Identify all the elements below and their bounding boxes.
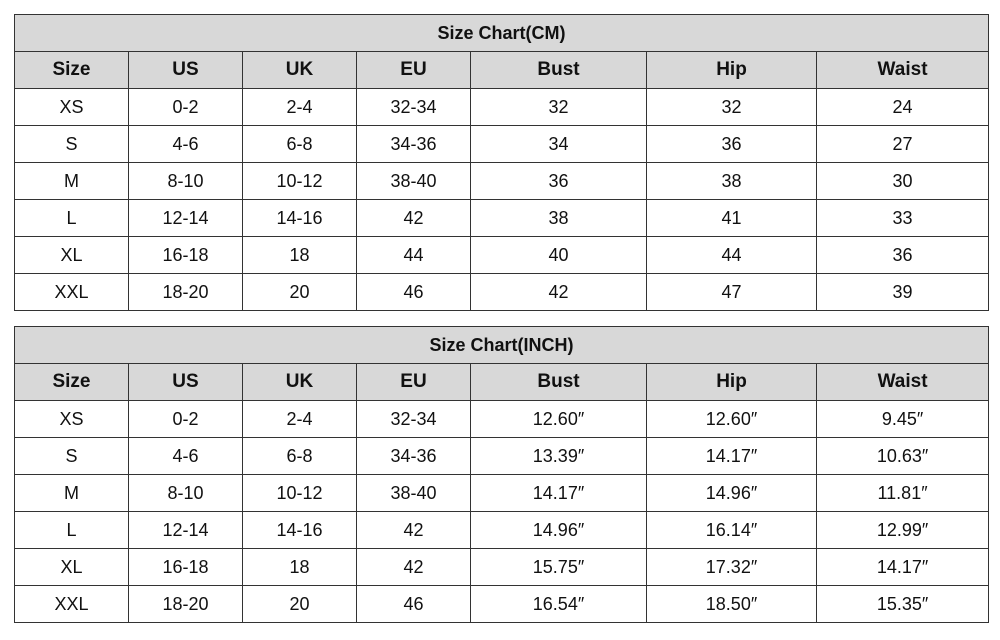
table-cell-eu: 42 [357,549,471,586]
table-cell-us: 4-6 [129,126,243,163]
table-cell-size: XL [15,237,129,274]
table-cell-us: 16-18 [129,237,243,274]
size-chart-inch-table [14,326,989,623]
table-cell-eu: 38-40 [357,475,471,512]
table-cell-bust: 34 [471,126,647,163]
table-row [15,89,989,126]
table-cell-size: XS [15,401,129,438]
table-cell-hip: 47 [647,274,817,311]
table-cell-hip: 18.50″ [647,586,817,623]
column-header-hip: Hip [647,364,817,401]
table-cell-bust: 42 [471,274,647,311]
table-cell-waist: 10.63″ [817,438,989,475]
table-cell-eu: 32-34 [357,89,471,126]
column-header-bust: Bust [471,52,647,89]
table-cell-waist: 11.81″ [817,475,989,512]
column-header-uk: UK [243,52,357,89]
table-cell-eu: 46 [357,586,471,623]
table-cell-waist: 15.35″ [817,586,989,623]
table-cell-hip: 41 [647,200,817,237]
table-cell-uk: 6-8 [243,126,357,163]
table-row [15,237,989,274]
table-cell-eu: 44 [357,237,471,274]
table-cell-hip: 38 [647,163,817,200]
table-cell-size: M [15,163,129,200]
table-body [15,89,989,311]
column-header-hip: Hip [647,52,817,89]
table-cell-us: 4-6 [129,438,243,475]
table-cell-bust: 32 [471,89,647,126]
table-cell-waist: 36 [817,237,989,274]
table-cell-hip: 12.60″ [647,401,817,438]
table-cell-uk: 20 [243,586,357,623]
table-cell-eu: 34-36 [357,438,471,475]
table-cell-hip: 32 [647,89,817,126]
table-row [15,200,989,237]
table-cell-eu: 42 [357,200,471,237]
header-row [15,52,989,89]
table-cell-waist: 39 [817,274,989,311]
table-cell-us: 0-2 [129,401,243,438]
table-row [15,586,989,623]
table-cell-waist: 30 [817,163,989,200]
table-cell-bust: 36 [471,163,647,200]
table-cell-us: 16-18 [129,549,243,586]
column-header-eu: EU [357,364,471,401]
table-row [15,549,989,586]
table-cell-waist: 24 [817,89,989,126]
table-cell-us: 0-2 [129,89,243,126]
table-cell-size: XXL [15,274,129,311]
table-cell-uk: 18 [243,549,357,586]
table-cell-hip: 14.17″ [647,438,817,475]
table-cell-us: 8-10 [129,163,243,200]
table-title: Size Chart(CM) [15,15,989,52]
table-cell-size: M [15,475,129,512]
table-cell-bust: 16.54″ [471,586,647,623]
table-cell-uk: 10-12 [243,163,357,200]
column-header-bust: Bust [471,364,647,401]
table-cell-bust: 14.17″ [471,475,647,512]
table-row [15,126,989,163]
table-cell-hip: 16.14″ [647,512,817,549]
column-header-us: US [129,52,243,89]
table-row [15,274,989,311]
table-cell-bust: 13.39″ [471,438,647,475]
table-cell-uk: 20 [243,274,357,311]
table-cell-size: L [15,512,129,549]
table-cell-uk: 14-16 [243,200,357,237]
table-cell-size: XS [15,89,129,126]
table-cell-size: L [15,200,129,237]
column-header-size: Size [15,364,129,401]
table-cell-eu: 32-34 [357,401,471,438]
table-cell-uk: 2-4 [243,401,357,438]
table-cell-hip: 17.32″ [647,549,817,586]
table-cell-uk: 2-4 [243,89,357,126]
header-row [15,364,989,401]
table-cell-bust: 15.75″ [471,549,647,586]
table-cell-size: XL [15,549,129,586]
table-cell-size: XXL [15,586,129,623]
column-header-us: US [129,364,243,401]
table-cell-hip: 36 [647,126,817,163]
table-cell-eu: 34-36 [357,126,471,163]
table-body [15,401,989,623]
size-chart-cm-table [14,14,989,311]
table-cell-waist: 14.17″ [817,549,989,586]
table-cell-hip: 14.96″ [647,475,817,512]
table-row [15,401,989,438]
table-cell-uk: 14-16 [243,512,357,549]
column-header-uk: UK [243,364,357,401]
column-header-waist: Waist [817,52,989,89]
table-cell-waist: 33 [817,200,989,237]
table-cell-waist: 9.45″ [817,401,989,438]
table-cell-waist: 27 [817,126,989,163]
table-cell-bust: 38 [471,200,647,237]
table-cell-waist: 12.99″ [817,512,989,549]
table-cell-eu: 38-40 [357,163,471,200]
table-row [15,512,989,549]
table-cell-bust: 40 [471,237,647,274]
column-header-size: Size [15,52,129,89]
table-cell-uk: 18 [243,237,357,274]
table-row [15,438,989,475]
table-cell-us: 12-14 [129,512,243,549]
table-cell-eu: 42 [357,512,471,549]
table-row [15,163,989,200]
table-cell-us: 12-14 [129,200,243,237]
table-cell-eu: 46 [357,274,471,311]
table-cell-size: S [15,126,129,163]
table-cell-hip: 44 [647,237,817,274]
table-cell-bust: 14.96″ [471,512,647,549]
table-title: Size Chart(INCH) [15,327,989,364]
column-header-eu: EU [357,52,471,89]
table-cell-uk: 10-12 [243,475,357,512]
table-cell-size: S [15,438,129,475]
table-cell-us: 18-20 [129,274,243,311]
table-cell-uk: 6-8 [243,438,357,475]
table-cell-us: 8-10 [129,475,243,512]
table-row [15,475,989,512]
table-cell-bust: 12.60″ [471,401,647,438]
column-header-waist: Waist [817,364,989,401]
table-cell-us: 18-20 [129,586,243,623]
